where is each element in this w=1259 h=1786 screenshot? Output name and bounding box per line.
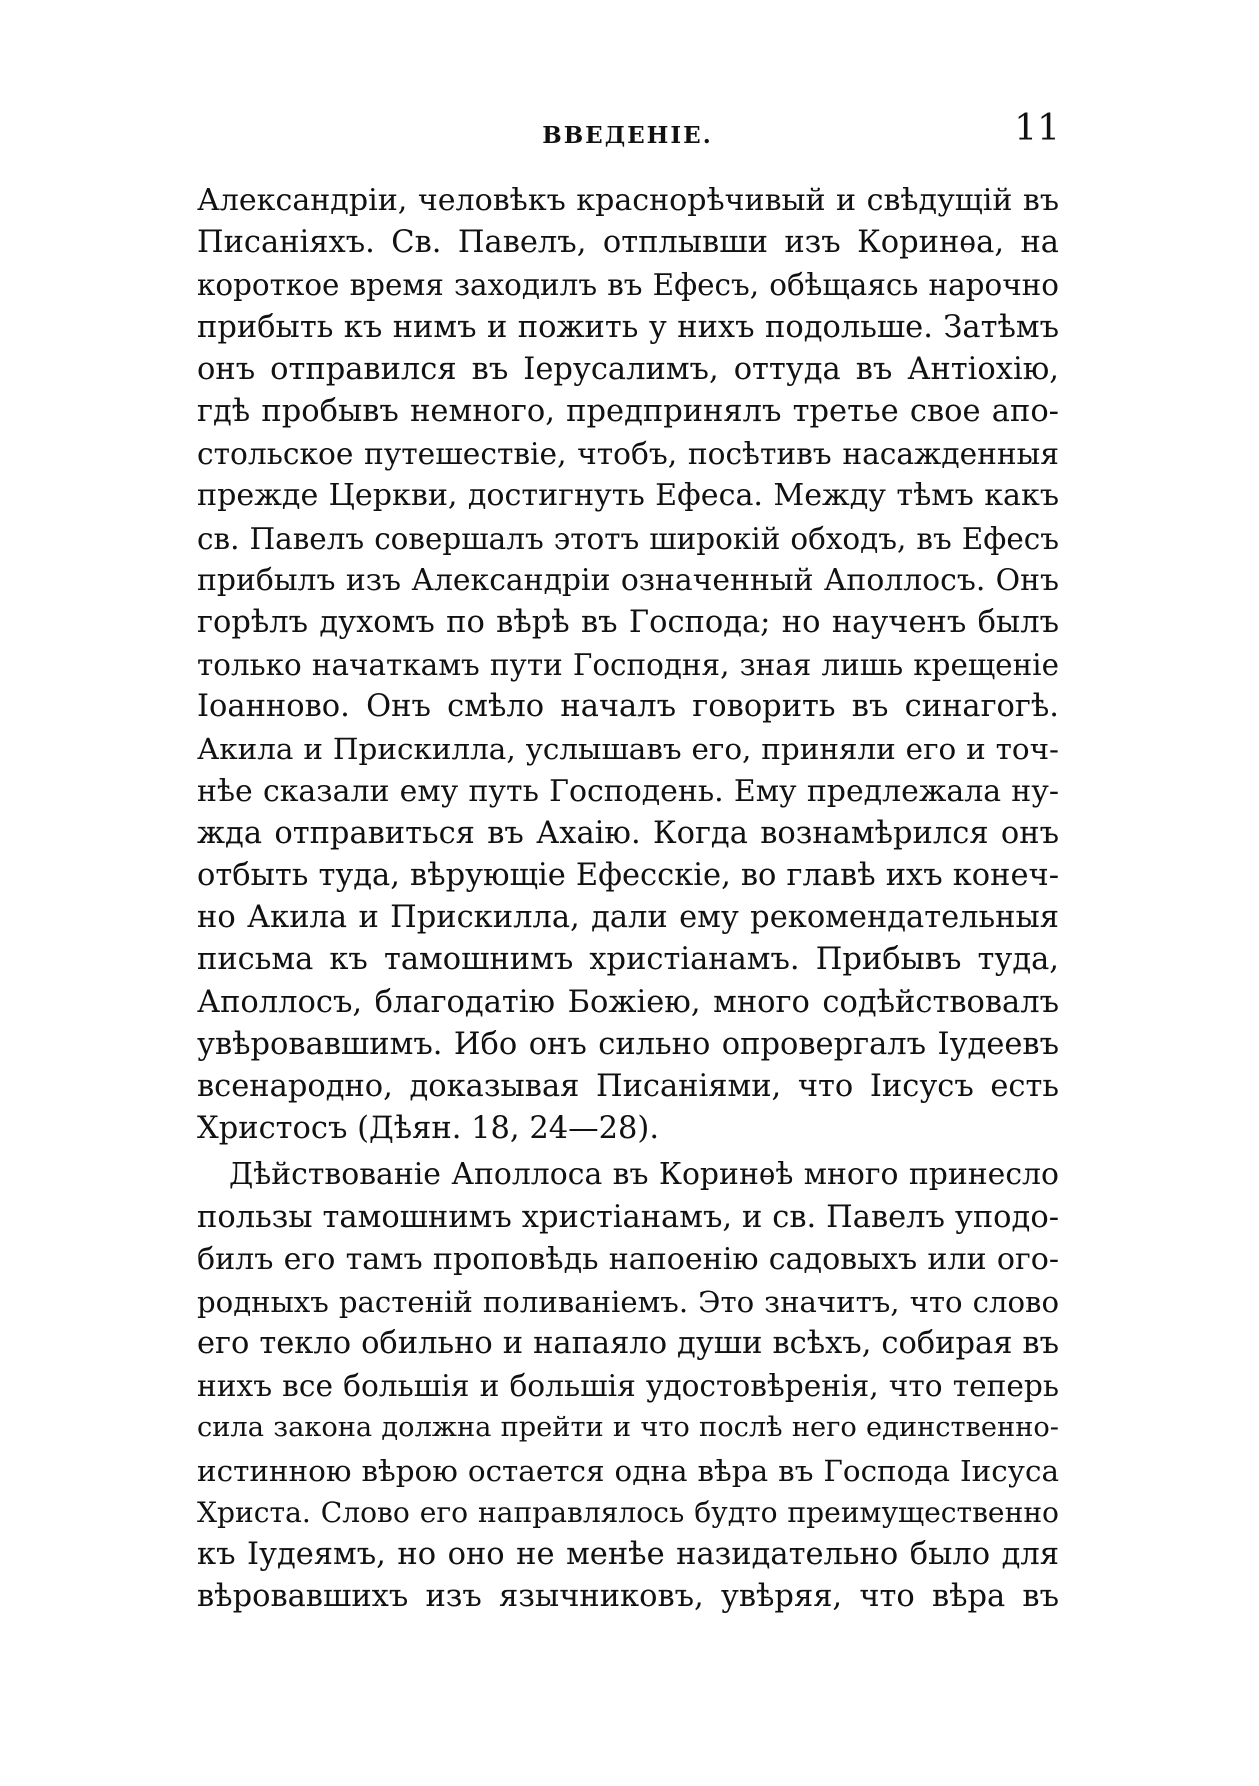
text-line: прежде Церкви, достигнуть Ефеса. Между тѣмъ какъ (197, 478, 1059, 514)
text-line: но Акила и Прискилла, дали ему рекомендательныя (197, 900, 1059, 936)
text-line: онъ отправился въ Іерусалимъ, оттуда въ Антіохію, (197, 351, 1059, 387)
text-line: отбыть туда, вѣрующіе Ефесскіе, во главѣ ихъ конеч- (197, 858, 1059, 893)
page-number: 11 (1014, 108, 1060, 149)
text-line: гдѣ пробывъ немного, предпринялъ третье свое апо- (197, 393, 1059, 429)
text-line: Аполлосъ, благодатію Божіею, много содѣйствовалъ (197, 984, 1059, 1020)
paragraph-2 (197, 1154, 1059, 1618)
text-line: жда отправиться въ Ахаію. Когда вознамѣрился онъ (197, 815, 1059, 851)
text-line: Акила и Прискилла, услышавъ его, приняли его и точ- (197, 732, 1059, 767)
body-text (197, 180, 1059, 1618)
text-line: нихъ все большія и большія удостовѣренія, что теперь (197, 1368, 1059, 1404)
text-line: короткое время заходилъ въ Ефесъ, обѣщаясь нарочно (197, 268, 1059, 303)
text-line: Дѣйствованіе Аполлоса въ Коринѳѣ много принесло (229, 1157, 1059, 1193)
text-line: всенародно, доказывая Писаніями, что Іисусъ есть (197, 1068, 1059, 1104)
text-line: Христа. Слово его направлялось будто преимущественно (197, 1495, 1059, 1529)
text-line: къ Іудеямъ, но оно не менѣе назидательно было для (197, 1537, 1059, 1572)
text-line: только начаткамъ пути Господня, зная лишь крещеніе (197, 648, 1059, 683)
text-line: горѣлъ духомъ по вѣрѣ въ Господа; но наученъ былъ (197, 604, 1059, 640)
text-line: пользы тамошнимъ христіанамъ, и св. Павелъ уподо- (197, 1199, 1059, 1235)
text-line: вѣровавшихъ изъ язычниковъ, увѣряя, что вѣра въ (197, 1579, 1059, 1615)
text-line: прибылъ изъ Александріи означенный Аполлосъ. Онъ (197, 562, 1059, 598)
text-line: увѣровавшимъ. Ибо онъ сильно опровергалъ Іудеевъ (197, 1026, 1059, 1062)
text-line: Христосъ (Дѣян. 18, 24—28). (197, 1111, 660, 1147)
running-title: ВВЕДЕНІЕ. (542, 122, 713, 149)
text-line: письма къ тамошнимъ христіанамъ. Прибывъ туда, (197, 942, 1059, 978)
text-line: нѣе сказали ему путь Господень. Ему предлежала ну- (197, 773, 1059, 809)
paragraph-1 (197, 180, 1059, 1150)
running-head (195, 108, 1060, 158)
text-line: билъ его тамъ проповѣдь напоенію садовыхъ или ого- (197, 1241, 1059, 1277)
text-line: истинною вѣрою остается одна вѣра въ Господа Іисуса (197, 1453, 1059, 1488)
text-line: его текло обильно и напаяло души всѣхъ, собирая въ (197, 1326, 1059, 1362)
text-line: родныхъ растеній поливаніемъ. Это значитъ, что слово (197, 1284, 1059, 1319)
text-line: сила закона должна прейти и что послѣ него единственно- (197, 1412, 1059, 1444)
text-line: Іоанново. Онъ смѣло началъ говорить въ синагогѣ. (197, 689, 1059, 725)
text-line: св. Павелъ совершалъ этотъ широкій обходъ, въ Ефесъ (197, 521, 1059, 556)
text-line: Александріи, человѣкъ краснорѣчивый и свѣдущій въ (197, 183, 1059, 218)
text-line: стольское путешествіе, чтобъ, посѣтивъ насажденныя (197, 436, 1059, 472)
text-line: Писаніяхъ. Св. Павелъ, отплывши изъ Коринѳа, на (197, 225, 1059, 261)
text-line: прибыть къ нимъ и пожить у нихъ подольше. Затѣмъ (197, 309, 1059, 345)
